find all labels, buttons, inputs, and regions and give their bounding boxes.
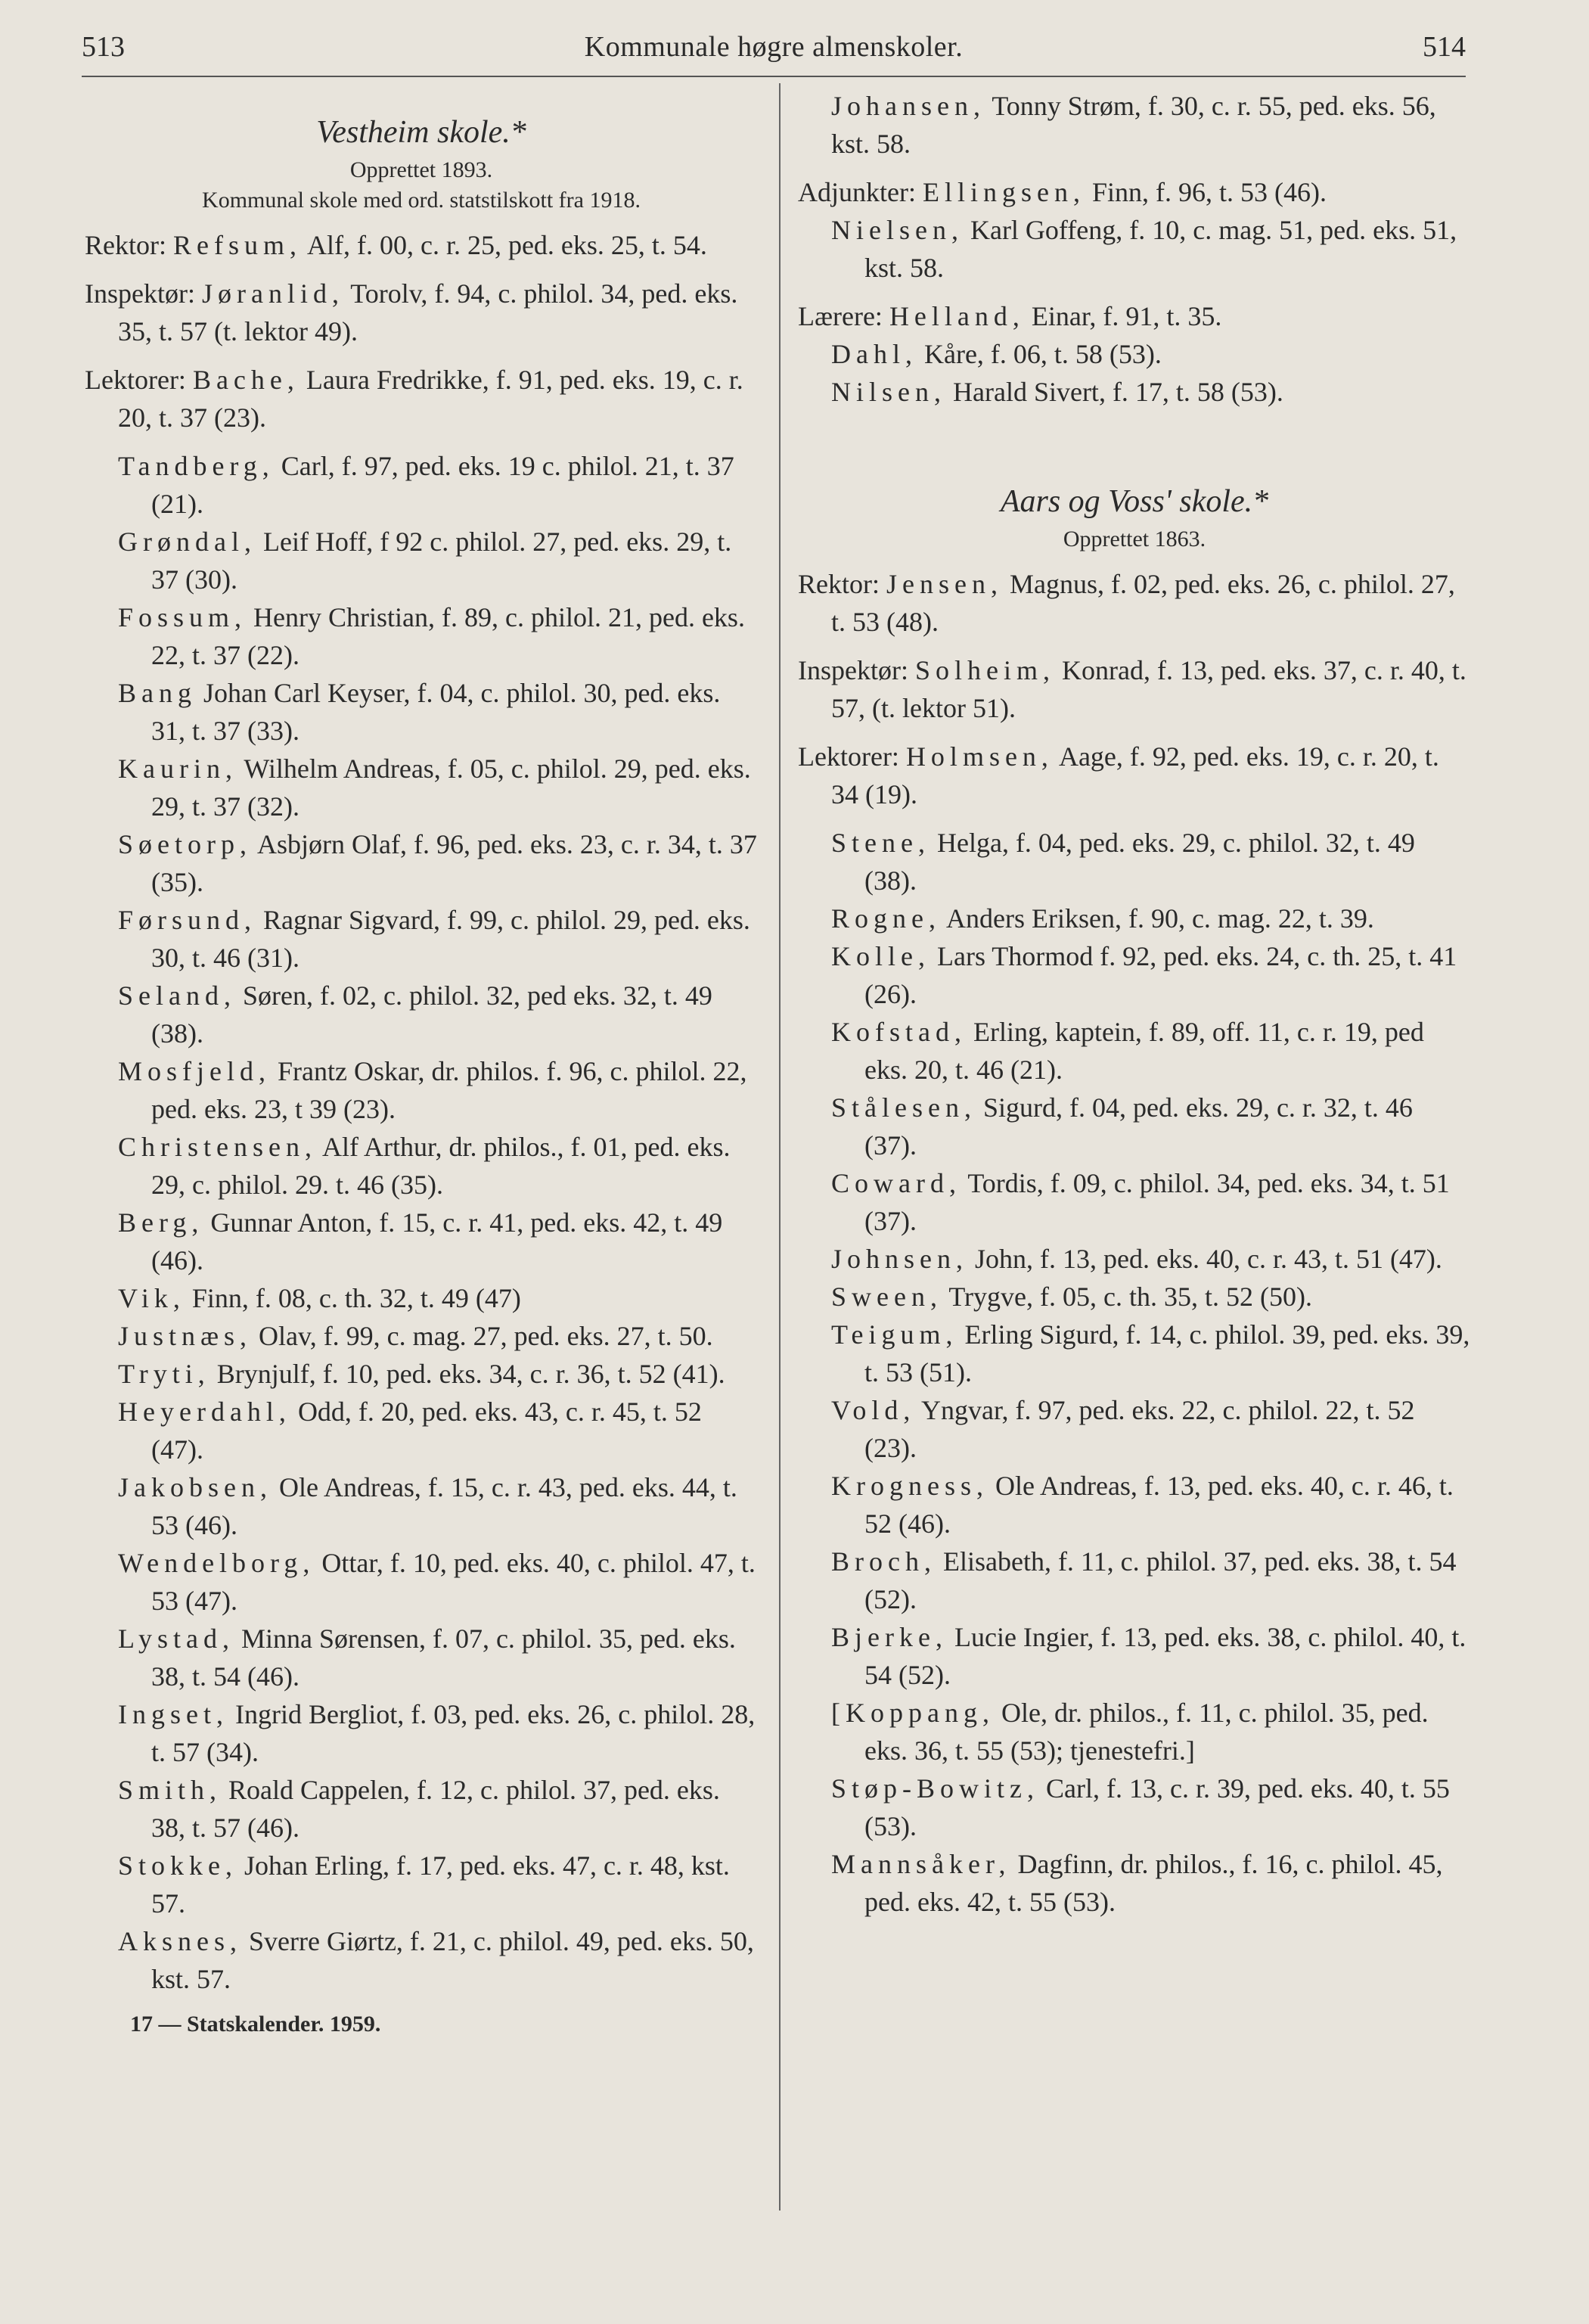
person-details: Finn, f. 96, t. 53 (46). [1085, 177, 1327, 207]
person-name: Mosfjeld, [118, 1056, 271, 1086]
list-item [798, 1845, 1471, 1921]
person-details: Tonny Strøm, f. 30, c. r. 55, ped. eks. 56, kst. 58. [831, 91, 1436, 159]
person-name: Teigum, [831, 1319, 958, 1350]
person-name: Holmsen, [905, 741, 1054, 772]
list-item [85, 1204, 758, 1279]
list-item [798, 1278, 1471, 1316]
person-details: Ragnar Sigvard, f. 99, c. philol. 29, ped. eks. 30, t. 46 (31). [151, 905, 750, 973]
person-details: Alf, f. 00, c. r. 25, ped. eks. 25, t. 54. [301, 230, 707, 260]
person-details: Lars Thormod f. 92, ped. eks. 24, c. th. 25, t. 41 (26). [864, 941, 1457, 1009]
list-item [798, 1467, 1471, 1543]
person-details: John, f. 13, ped. eks. 40, c. r. 43, t. 51 (47). [968, 1244, 1442, 1274]
person-name: Førsund, [118, 905, 257, 935]
page-header [82, 30, 1466, 68]
list-item [85, 598, 758, 674]
person-name: Lystad, [118, 1623, 234, 1654]
list-item [798, 1694, 1471, 1769]
person-name: Solheim, [914, 655, 1055, 685]
list-item [85, 1620, 758, 1695]
list-item [85, 1128, 758, 1204]
person-details: Erling, kaptein, f. 89, off. 11, c. r. 19, ped eks. 20, t. 46 (21). [864, 1017, 1424, 1085]
left-column [85, 87, 758, 2043]
person-details: Roald Cappelen, f. 12, c. philol. 37, ped. eks. 38, t. 57 (46). [151, 1775, 720, 1843]
vestheim-established: Opprettet 1893. [349, 157, 493, 182]
list-item [798, 1391, 1471, 1467]
vestheim-rektor [85, 226, 758, 264]
person-name: Berg, [118, 1207, 204, 1238]
person-details: Henry Christian, f. 89, c. philol. 21, ped. eks. 22, t. 37 (22). [151, 602, 745, 670]
person-details: Torolv, f. 94, c. philol. 34, ped. eks. 35, t. 57 (t. lektor 49). [118, 278, 738, 346]
role-label: Lærere: [798, 301, 883, 331]
person-name: Jakobsen, [118, 1472, 272, 1502]
list-item [85, 1468, 758, 1544]
role-label: Rektor: [85, 230, 166, 260]
person-details: Brynjulf, f. 10, ped. eks. 34, c. r. 36, t. 52 (41). [209, 1359, 725, 1389]
header-rule [82, 76, 1466, 77]
list-item [798, 1164, 1471, 1240]
person-details: Magnus, f. 02, ped. eks. 26, c. philol. 27, t. 53 (48). [831, 569, 1455, 637]
person-details: Trygve, f. 05, c. th. 35, t. 52 (50). [942, 1282, 1312, 1312]
list-item [798, 1089, 1471, 1164]
person-details: Tordis, f. 09, c. philol. 34, ped. eks. 34, t. 51 (37). [864, 1168, 1450, 1236]
person-name: Smith, [118, 1775, 222, 1805]
person-name: Ingset, [118, 1699, 228, 1729]
role-label: Inspektør: [798, 655, 908, 685]
person-details: Ingrid Bergliot, f. 03, ped. eks. 26, c. philol. 28, t. 57 (34). [151, 1699, 756, 1767]
person-details: Yngvar, f. 97, ped. eks. 22, c. philol. 22, t. 52 (23). [864, 1395, 1415, 1463]
right-page-number: 514 [1423, 31, 1466, 63]
person-details: Aage, f. 92, ped. eks. 19, c. r. 20, t. 34 (19). [831, 741, 1439, 809]
page-footer: 17 — Statskalender. 1959. [130, 2012, 381, 2037]
person-details: Finn, f. 08, c. th. 32, t. 49 (47) [185, 1283, 521, 1313]
person-details: Minna Sørensen, f. 07, c. philol. 35, ped. eks. 38, t. 54 (46). [151, 1623, 736, 1692]
list-item [85, 750, 758, 825]
list-item [85, 1771, 758, 1847]
person-details: Frantz Oskar, dr. philos. f. 96, c. philol. 22, ped. eks. 23, t 39 (23). [151, 1056, 747, 1124]
person-details: Johan Carl Keyser, f. 04, c. philol. 30, ped. eks. 31, t. 37 (33). [151, 678, 721, 746]
list-item [85, 977, 758, 1052]
person-name: Vold, [831, 1395, 916, 1425]
person-details: Kåre, f. 06, t. 58 (53). [917, 339, 1162, 369]
person-name: Nilsen, [831, 377, 946, 407]
list-item [798, 373, 1471, 411]
list-item [798, 899, 1471, 937]
person-name: Dahl, [831, 339, 917, 369]
person-details: Elisabeth, f. 11, c. philol. 37, ped. eks. 38, t. 54 (52). [864, 1546, 1457, 1614]
person-name: Mannsåker, [831, 1849, 1011, 1879]
person-name: Jensen, [886, 569, 1003, 599]
person-name: Justnæs, [118, 1321, 253, 1351]
person-name: Aksnes, [118, 1926, 242, 1956]
aars-title: Aars og Voss' skole.* [1000, 484, 1269, 519]
person-name: Sween, [831, 1282, 942, 1312]
person-name: Kolle, [831, 941, 930, 971]
adjunkter-first [798, 173, 1471, 211]
person-details: Karl Goffeng, f. 10, c. mag. 51, ped. eks. 51, kst. 58. [864, 215, 1457, 283]
person-name: Wendelborg, [118, 1548, 315, 1578]
person-details: Einar, f. 91, t. 35. [1024, 301, 1222, 331]
person-details: Alf Arthur, dr. philos., f. 01, ped. eks. 29, c. philol. 29. t. 46 (35). [151, 1132, 731, 1200]
person-details: Leif Hoff, f 92 c. philol. 27, ped. eks. 29, t. 37 (30). [151, 527, 732, 595]
person-name: Ellingsen, [922, 177, 1085, 207]
person-name: Krogness, [831, 1471, 988, 1501]
person-name: Helland, [889, 301, 1025, 331]
person-name: Johansen, [831, 91, 985, 121]
person-details: Olav, f. 99, c. mag. 27, ped. eks. 27, t. 50. [252, 1321, 713, 1351]
list-item [798, 1240, 1471, 1278]
person-details: Gunnar Anton, f. 15, c. r. 41, ped. eks. 42, t. 49 (46). [151, 1207, 723, 1275]
aars-rektor [798, 565, 1471, 641]
list-item [798, 1013, 1471, 1089]
person-details: Sverre Giørtz, f. 21, c. philol. 49, ped. eks. 50, kst. 57. [151, 1926, 754, 1994]
list-item [85, 1355, 758, 1393]
person-details: Erling Sigurd, f. 14, c. philol. 39, ped. eks. 39, t. 53 (51). [864, 1319, 1470, 1387]
aars-lektor-first [798, 738, 1471, 813]
person-name: Bjerke, [831, 1622, 948, 1652]
aars-established: Opprettet 1863. [1063, 527, 1206, 551]
person-details: Konrad, f. 13, ped. eks. 37, c. r. 40, t. 57, (t. lektor 51). [831, 655, 1466, 723]
list-item [85, 447, 758, 523]
right-column [798, 87, 1471, 1921]
person-details: Ottar, f. 10, ped. eks. 40, c. philol. 47, t. 53 (47). [151, 1548, 756, 1616]
list-item [798, 1543, 1471, 1618]
left-page-number: 513 [82, 31, 125, 63]
person-details: Asbjørn Olaf, f. 96, ped. eks. 23, c. r. 34, t. 37 (35). [151, 829, 757, 897]
person-name: Tandberg, [118, 451, 275, 481]
person-details: Anders Eriksen, f. 90, c. mag. 22, t. 39. [941, 903, 1374, 934]
person-details: Carl, f. 97, ped. eks. 19 c. philol. 21, t. 37 (21). [151, 451, 734, 519]
person-name: Vik, [118, 1283, 185, 1313]
laerere-first [798, 297, 1471, 335]
list-item [798, 824, 1471, 899]
person-name: Tryti, [118, 1359, 210, 1389]
role-label: Lektorer: [85, 365, 186, 395]
person-details: Dagfinn, dr. philos., f. 16, c. philol. 45, ped. eks. 42, t. 55 (53). [864, 1849, 1443, 1917]
vestheim-subsidy-note: Kommunal skole med ord. statstilskott fra 1918. [202, 188, 641, 213]
running-title: Kommunale høgre almenskoler. [584, 31, 964, 63]
person-details: Wilhelm Andreas, f. 05, c. philol. 29, ped. eks. 29, t. 37 (32). [151, 753, 751, 822]
person-name: Heyerdahl, [118, 1397, 291, 1427]
vestheim-lektor-first [85, 361, 758, 437]
person-name: Christensen, [118, 1132, 317, 1162]
person-name: Fossum, [118, 602, 247, 632]
person-details: Odd, f. 20, ped. eks. 43, c. r. 45, t. 52 (47). [151, 1397, 702, 1465]
list-item [85, 1279, 758, 1317]
person-details: Ole, dr. philos., f. 11, c. philol. 35, ped. eks. 36, t. 55 (53); tjenestefri.] [864, 1698, 1429, 1766]
list-item [798, 87, 1471, 163]
person-details: Harald Sivert, f. 17, t. 58 (53). [946, 377, 1283, 407]
person-details: Ole Andreas, f. 13, ped. eks. 40, c. r. 46, t. 52 (46). [864, 1471, 1454, 1539]
person-name: Broch, [831, 1546, 936, 1577]
person-details: Ole Andreas, f. 15, c. r. 43, ped. eks. 44, t. 53 (46). [151, 1472, 737, 1540]
list-item [85, 1922, 758, 1998]
person-name: Johnsen, [831, 1244, 968, 1274]
aars-inspektor [798, 651, 1471, 727]
list-item [85, 1847, 758, 1922]
person-details: Søren, f. 02, c. philol. 32, ped eks. 32, t. 49 (38). [151, 980, 712, 1049]
person-name: Stokke, [118, 1850, 238, 1881]
person-name: Nielsen, [831, 215, 964, 245]
person-name: Grøndal, [118, 527, 256, 557]
person-name: Bang [118, 678, 197, 708]
person-name: [Koppang, [831, 1698, 995, 1728]
role-label: Inspektør: [85, 278, 195, 309]
person-name: Støp-Bowitz, [831, 1773, 1040, 1804]
person-name: Kofstad, [831, 1017, 967, 1047]
vestheim-inspektor [85, 275, 758, 350]
person-name: Søetorp, [118, 829, 252, 859]
list-item [85, 1052, 758, 1128]
person-details: Lucie Ingier, f. 13, ped. eks. 38, c. philol. 40, t. 54 (52). [864, 1622, 1466, 1690]
list-item [798, 937, 1471, 1013]
list-item [798, 211, 1471, 287]
person-name: Kaurin, [118, 753, 237, 784]
person-name: Refsum, [172, 230, 302, 260]
list-item [85, 523, 758, 598]
role-label: Rektor: [798, 569, 880, 599]
person-name: Stene, [831, 828, 930, 858]
list-item [85, 1393, 758, 1468]
person-details: Johan Erling, f. 17, ped. eks. 47, c. r. 48, kst. 57. [151, 1850, 730, 1919]
person-name: Seland, [118, 980, 236, 1011]
list-item [85, 901, 758, 977]
list-item [798, 1769, 1471, 1845]
list-item [85, 674, 758, 750]
list-item [85, 1695, 758, 1771]
person-name: Bache, [192, 365, 299, 395]
person-details: Sigurd, f. 04, ped. eks. 29, c. r. 32, t. 46 (37). [864, 1092, 1413, 1160]
column-divider [779, 83, 781, 2211]
person-details: Helga, f. 04, ped. eks. 29, c. philol. 32, t. 49 (38). [864, 828, 1415, 896]
list-item [85, 1317, 758, 1355]
list-item [85, 825, 758, 901]
list-item [85, 1544, 758, 1620]
person-name: Jøranlid, [201, 278, 344, 309]
list-item [798, 335, 1471, 373]
person-details: Carl, f. 13, c. r. 39, ped. eks. 40, t. 55 (53). [864, 1773, 1450, 1841]
person-name: Rogne, [831, 903, 941, 934]
person-name: Stålesen, [831, 1092, 976, 1123]
role-label: Adjunkter: [798, 177, 916, 207]
person-name: Coward, [831, 1168, 961, 1198]
list-item [798, 1618, 1471, 1694]
vestheim-title: Vestheim skole.* [316, 115, 526, 150]
list-item [798, 1316, 1471, 1391]
role-label: Lektorer: [798, 741, 899, 772]
person-details: Laura Fredrikke, f. 91, ped. eks. 19, c. r. 20, t. 37 (23). [118, 365, 743, 433]
